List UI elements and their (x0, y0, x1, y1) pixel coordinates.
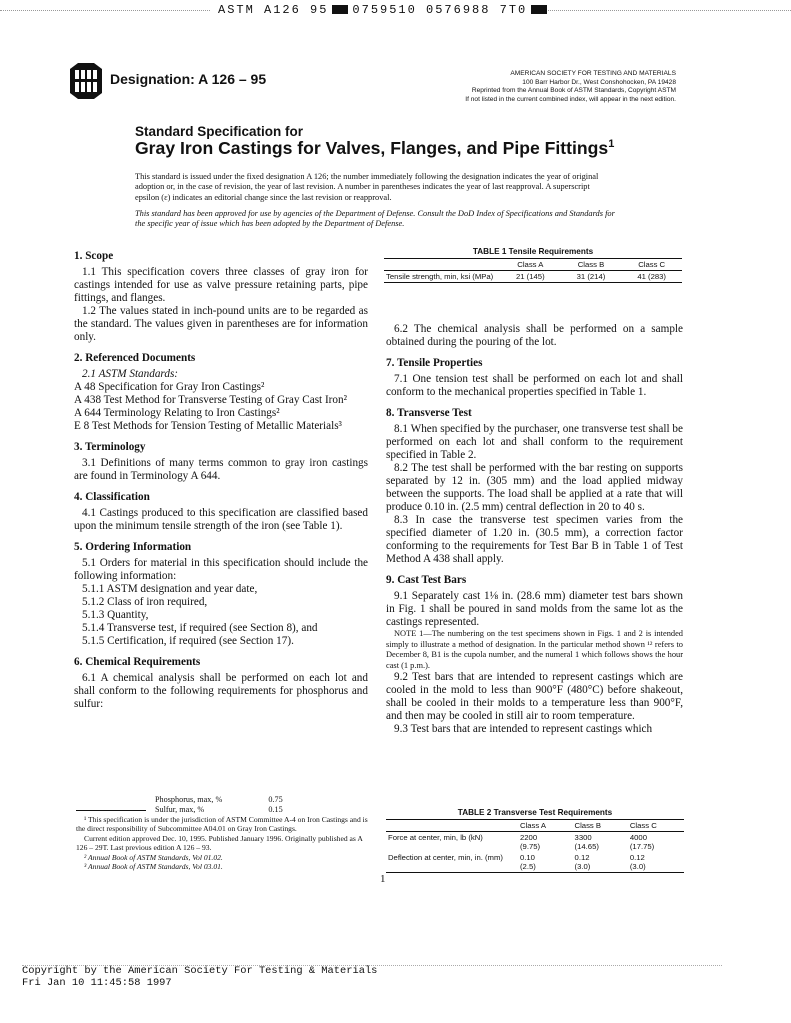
intro-paragraph: This standard is issued under the fixed designation A 126; the number immediately following the designation indicates the year of original adoption or, in the case of revision, the year of last revision. A number in parentheses indicates the year of last reapproval. A superscript epsilon (ε) indicates an editorial change since the last revision or reapproval. (135, 172, 599, 202)
footnote: ¹ This specification is under the jurisdiction of ASTM Committee A-4 on Iron Castings and is the direct responsibility of Subcommittee A04.01 on Gray Iron Castings. (76, 815, 368, 834)
section-heading: 3. Terminology (74, 441, 146, 453)
publisher-line: Reprinted from the Annual Book of ASTM Standards, Copyright ASTM (471, 87, 676, 95)
table-1-grid (384, 258, 682, 283)
table-cell: 0.12 (3.0) (628, 852, 684, 873)
note: NOTE 1—The numbering on the test specimens shown in Figs. 1 and 2 is intended simply to illustrate a method of designation. In the particular method shown ¹² refers to December 8, B1 is the cupola number, and the numeral 1 which follows shows the hour cast (1 p.m.). (386, 629, 683, 670)
table-caption: TABLE 1 Tensile Requirements (472, 247, 594, 256)
document-code (218, 3, 551, 17)
dotted-rule-right (548, 10, 791, 11)
table-header-cell (386, 820, 518, 832)
reference-item: A 48 Specification for Gray Iron Castings² (74, 381, 265, 393)
table-cell: 3300 (14.65) (574, 833, 599, 851)
footnote: ³ Annual Book of ASTM Standards, Vol 03.01. (84, 862, 223, 872)
section-heading: 4. Classification (74, 491, 150, 503)
paragraph: 4.1 Castings produced to this specification are classified based upon the minimum tensile strength of the iron (see Table 1). (74, 507, 368, 532)
footnotes (76, 815, 372, 871)
table-cell: Tensile strength, min, ksi (MPa) (384, 271, 500, 283)
reference-item: A 644 Terminology Relating to Iron Castings² (74, 407, 280, 419)
publisher-line: If not listed in the current combined index, will appear in the next edition. (465, 95, 676, 103)
table-cell: 41 (283) (621, 271, 682, 283)
paragraph: 8.2 The test shall be performed with the bar resting on supports separated by 12 in. (305 mm) and the load applied midway between the supports. The load shall be applied at a rate that will produce 0.10 in. (2.5 mm) central deflection in 20 to 40 s. (386, 462, 683, 513)
paragraph: 1.1 This specification covers three classes of gray iron for castings intended for use as valve pressure retaining parts, pipe fittings, and flanges. (74, 266, 368, 304)
reference-item: A 438 Test Method for Transverse Testing of Gray Cast Iron² (74, 394, 347, 406)
paragraph: 1.2 The values stated in inch-pound units are to be regarded as the standard. The values given in parentheses are for information only. (74, 305, 368, 343)
chem-label: Sulfur, max, % (155, 804, 205, 814)
list-item: 5.1.1 ASTM designation and year date, (82, 583, 258, 595)
table-cell: 2200 (9.75) (520, 833, 541, 851)
black-block-icon (332, 5, 348, 14)
black-block-icon (531, 5, 547, 14)
table-header-cell: Class A (518, 820, 573, 832)
paragraph: 9.1 Separately cast 1⅛ in. (28.6 mm) diameter test bars shown in Fig. 1 shall be poured in sand molds from the same lot as the castings represented. (386, 590, 683, 628)
table-row (384, 271, 682, 283)
left-column (74, 250, 368, 711)
section-heading: 1. Scope (74, 250, 114, 262)
title-text: Gray Iron Castings for Valves, Flanges, and Pipe Fittings (135, 138, 609, 158)
paragraph: 6.2 The chemical analysis shall be performed on a sample obtained during the pouring of the lot. (386, 323, 683, 348)
paragraph: 9.2 Test bars that are intended to represent castings which are cooled in the mold to less than 900°F (480°C) before shakeout, shall be cooled in their molds to a temperature less than 900°F, and then may be cooled in still air to room temperature. (386, 671, 683, 722)
table-cell: 21 (145) (500, 271, 561, 283)
publisher-block (432, 70, 676, 104)
table-header-cell: Class B (561, 259, 622, 271)
astm-logo-icon (66, 59, 106, 103)
document-code-line (0, 0, 791, 20)
publisher-line: 100 Barr Harbor Dr., West Conshohocken, PA 19428 (522, 78, 676, 86)
footnote: ² Annual Book of ASTM Standards, Vol 01.02. (84, 852, 223, 862)
paragraph: 9.3 Test bars that are intended to represent castings which (394, 723, 653, 735)
chemical-requirements-list (155, 795, 289, 814)
table-2-grid (386, 819, 684, 873)
chem-value: 0.75 (268, 795, 283, 804)
title-line-1: Standard Specification for (135, 124, 304, 139)
table-cell: Deflection at center, min, in. (mm) (386, 852, 518, 873)
designation: Designation: A 126 – 95 (110, 71, 267, 87)
dotted-rule-left (0, 10, 210, 11)
copyright-notice (22, 966, 377, 989)
paragraph: 5.1 Orders for material in this specification should include the following information: (74, 557, 368, 582)
table-cell: 4000 (17.75) (629, 833, 655, 851)
table-cell: 31 (214) (561, 271, 622, 283)
list-item: 5.1.5 Certification, if required (see Section 17). (82, 635, 294, 647)
table-header-cell: Class A (500, 259, 561, 271)
table-row (386, 852, 684, 873)
table-header-row (384, 259, 682, 271)
page-number: 1 (380, 873, 386, 885)
table-row (155, 795, 289, 805)
document-code-part-2: 0759510 0576988 7T0 (352, 3, 528, 17)
approval-paragraph: This standard has been approved for use by agencies of the Department of Defense. Consult the DoD Index of Specifications and Standards for the specific year of issue which has been adopted by the Department of Defense. (135, 209, 615, 229)
table-header-cell (384, 259, 500, 271)
title-footnote-mark: 1 (608, 138, 615, 151)
table-header-cell: Class B (573, 820, 628, 832)
section-heading: 2. Referenced Documents (74, 352, 196, 364)
copyright-line: Copyright by the American Society For Testing & Materials (22, 965, 378, 977)
section-heading: 5. Ordering Information (74, 541, 192, 553)
paragraph: 8.3 In case the transverse test specimen varies from the specified diameter of 1.20 in. (30.5 mm), a correction factor conforming to the requirements for Test Bar B in Table 1 of Test Method A 438 shall apply. (386, 514, 683, 565)
table-row (155, 805, 289, 815)
title-line-2 (135, 138, 614, 159)
paragraph: 7.1 One tension test shall be performed on each lot and shall conform to the mechanical properties specified in Table 1. (386, 373, 683, 398)
section-heading: 6. Chemical Requirements (74, 656, 201, 668)
table-cell: 0.10 (2.5) (518, 852, 573, 873)
section-heading: 9. Cast Test Bars (386, 574, 467, 586)
section-heading: 7. Tensile Properties (386, 357, 483, 369)
table-header-cell: Class C (628, 820, 684, 832)
table-2 (386, 808, 684, 873)
copyright-timestamp: Fri Jan 10 11:45:58 1997 (22, 976, 172, 989)
paragraph: 2.1 ASTM Standards: (82, 368, 179, 380)
reference-item: E 8 Test Methods for Tension Testing of Metallic Materials³ (74, 420, 342, 432)
table-caption: TABLE 2 Transverse Test Requirements (457, 808, 613, 817)
list-item: 5.1.2 Class of iron required, (82, 596, 208, 608)
paragraph: 6.1 A chemical analysis shall be performed on each lot and shall conform to the following requirements for phosphorus and sulfur: (74, 672, 368, 710)
table-header-cell: Class C (621, 259, 682, 271)
footnote-rule (76, 810, 146, 811)
list-item: 5.1.3 Quantity, (82, 609, 149, 621)
table-cell: 0.12 (3.0) (573, 852, 628, 873)
chem-label: Phosphorus, max, % (155, 795, 223, 804)
section-heading: 8. Transverse Test (386, 407, 472, 419)
footnote: Current edition approved Dec. 10, 1995. Published January 1996. Originally published as A 126 – 29T. Last previous edition A 126 – 93. (76, 833, 363, 853)
table-row (386, 832, 684, 853)
paragraph: 3.1 Definitions of many terms common to gray iron castings are found in Terminology A 644. (74, 457, 368, 482)
publisher-line: AMERICAN SOCIETY FOR TESTING AND MATERIALS (510, 70, 676, 77)
list-item: 5.1.4 Transverse test, if required (see Section 8), and (82, 622, 318, 634)
table-1 (384, 247, 682, 283)
paragraph: 8.1 When specified by the purchaser, one transverse test shall be performed on each lot and shall conform to the requirement specified in Table 2. (386, 423, 683, 461)
table-cell: Force at center, min, lb (kN) (388, 833, 483, 842)
chem-value: 0.15 (268, 804, 283, 814)
table-header-row (386, 820, 684, 832)
document-code-part-1: ASTM A126 95 (218, 3, 329, 17)
right-column (386, 323, 683, 736)
